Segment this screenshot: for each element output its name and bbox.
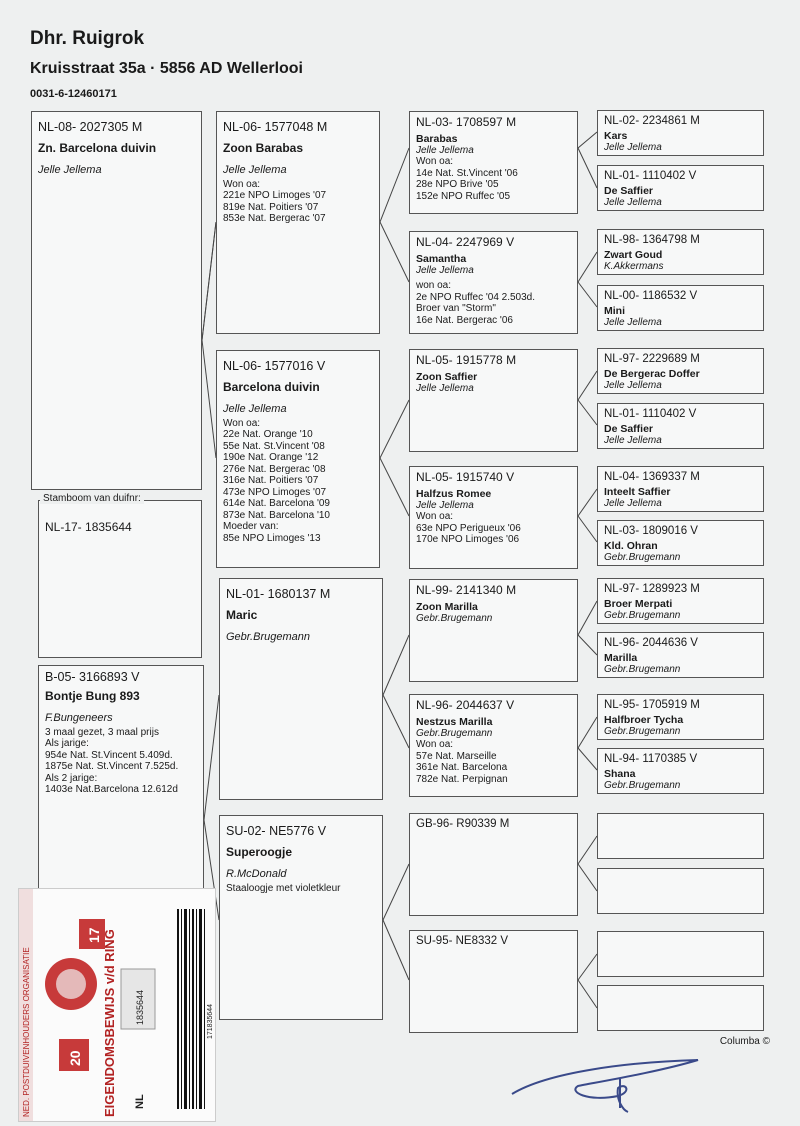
- great-grandparent-card: [597, 165, 764, 211]
- pigeon-ring: NL-95- 1705919 M: [604, 699, 700, 711]
- pigeon-ring: NL-97- 2229689 M: [604, 353, 700, 365]
- ring-card-barcode: 171835644: [207, 1003, 214, 1039]
- pigeon-breeder: Jelle Jellema: [416, 499, 474, 511]
- result-line: 221e NPO Limoges '07: [223, 190, 327, 202]
- pigeon-breeder: Gebr.Brugemann: [604, 610, 681, 622]
- pigeon-ring: NL-01- 1680137 M: [226, 587, 331, 601]
- pigeon-ring: NL-94- 1170385 V: [604, 753, 698, 765]
- grandparent-card: [409, 111, 578, 214]
- pigeon-results: [416, 739, 571, 785]
- pigeon-breeder: Gebr.Brugemann: [604, 726, 681, 738]
- subject-breeder: Jelle Jellema: [38, 164, 102, 177]
- stamboom-ring: NL-17- 1835644: [45, 520, 132, 534]
- ring-card-graphic: [19, 889, 215, 1121]
- result-line: Broer van "Storm": [416, 303, 496, 315]
- pigeon-name: Marilla: [604, 652, 638, 665]
- result-line: Als 2 jarige:: [45, 772, 98, 784]
- pigeon-breeder: Jelle Jellema: [604, 317, 662, 329]
- pigeon-ring: NL-00- 1186532 V: [604, 290, 698, 302]
- result-line: 361e Nat. Barcelona: [416, 762, 508, 774]
- grandparent-card: [409, 231, 578, 334]
- great-grandparent-card-empty: [597, 985, 764, 1031]
- result-line: 276e Nat. Bergerac '08: [223, 463, 326, 475]
- ring-card-country: NL: [134, 1094, 146, 1109]
- parent-card-sire: [216, 111, 380, 334]
- pigeon-results: [416, 280, 571, 326]
- result-line: 1403e Nat.Barcelona 12.612d: [45, 784, 178, 796]
- great-grandparent-card-empty: [597, 868, 764, 914]
- result-line: 316e Nat. Poitiers '07: [223, 475, 319, 487]
- pigeon-ring: NL-06- 1577016 V: [223, 359, 326, 373]
- pigeon-name: Inteelt Saffier: [604, 486, 671, 499]
- owner-address: Kruisstraat 35a · 5856 AD Wellerlooi: [30, 60, 303, 77]
- mother-subject-breeder: F.Bungeneers: [45, 712, 113, 725]
- pigeon-name: De Bergerac Doffer: [604, 368, 700, 381]
- result-line: 954e Nat. St.Vincent 5.409d.: [45, 749, 173, 761]
- result-line: 16e Nat. Bergerac '06: [416, 314, 513, 326]
- subject-name: Zn. Barcelona duivin: [38, 141, 157, 156]
- pigeon-results: [226, 883, 376, 895]
- result-line: 782e Nat. Perpignan: [416, 773, 508, 785]
- pigeon-breeder: Jelle Jellema: [416, 382, 474, 394]
- result-line: 28e NPO Brive '05: [416, 179, 499, 191]
- pigeon-ring: NL-03- 1708597 M: [416, 115, 517, 129]
- pigeon-breeder: Jelle Jellema: [604, 498, 662, 510]
- grandparent-card: [409, 813, 578, 916]
- result-line: Won oa:: [416, 739, 454, 751]
- pigeon-results: [416, 156, 571, 202]
- pigeon-name: Nestzus Marilla: [416, 715, 493, 728]
- pigeon-breeder: Gebr.Brugemann: [604, 552, 681, 564]
- pigeon-ring: NL-02- 2234861 M: [604, 115, 700, 127]
- result-line: 57e Nat. Marseille: [416, 750, 497, 762]
- pigeon-ring: SU-95- NE8332 V: [416, 935, 509, 947]
- pigeon-results: [223, 418, 373, 545]
- pigeon-breeder: Gebr.Brugemann: [604, 780, 681, 792]
- result-line: 2e NPO Ruffec '04 2.503d.: [416, 291, 536, 303]
- pigeon-ring: NL-03- 1809016 V: [604, 525, 698, 537]
- pigeon-name: Halfzus Romee: [416, 487, 492, 500]
- grandparent-card: [409, 349, 578, 452]
- result-line: 85e NPO Limoges '13: [223, 532, 321, 544]
- pigeon-name: Zwart Goud: [604, 249, 663, 262]
- mother-subject-name: Bontje Bung 893: [45, 689, 140, 704]
- pigeon-ring: NL-97- 1289923 M: [604, 583, 700, 595]
- ring-card-year-a: 20: [67, 1050, 83, 1066]
- handwritten-signature: [508, 1052, 708, 1116]
- pigeon-breeder: R.McDonald: [226, 868, 287, 881]
- great-grandparent-card: [597, 110, 764, 156]
- great-grandparent-card-empty: [597, 813, 764, 859]
- pigeon-name: Zoon Saffier: [416, 370, 478, 383]
- result-line: 1875e Nat. St.Vincent 7.525d.: [45, 761, 179, 773]
- result-line: Staaloogje met violetkleur: [226, 882, 341, 894]
- pigeon-breeder: Gebr.Brugemann: [416, 612, 493, 624]
- ring-card-year-b: 17: [86, 927, 102, 943]
- pigeon-breeder: K.Akkermans: [604, 261, 664, 273]
- pigeon-breeder: Gebr.Brugemann: [604, 664, 681, 676]
- result-line: 614e Nat. Barcelona '09: [223, 498, 330, 510]
- pigeon-name: Superoogje: [226, 845, 293, 860]
- pigeon-breeder: Gebr.Brugemann: [226, 631, 310, 644]
- grandparent-card: [409, 930, 578, 1033]
- pigeon-name: Maric: [226, 608, 258, 623]
- pigeon-name: Samantha: [416, 252, 467, 265]
- footer-brand: Columba ©: [719, 1036, 770, 1047]
- parent-card-sire: [219, 578, 383, 800]
- pigeon-ring: NL-05- 1915740 V: [416, 470, 515, 484]
- pigeon-ring: SU-02- NE5776 V: [226, 824, 327, 838]
- result-line: 152e NPO Ruffec '05: [416, 190, 511, 202]
- great-grandparent-card: [597, 578, 764, 624]
- mother-subject-ring: B-05- 3166893 V: [45, 670, 140, 684]
- pigeon-ring: NL-01- 1110402 V: [604, 408, 697, 420]
- great-grandparent-card: [597, 466, 764, 512]
- pigeon-ring: NL-01- 1110402 V: [604, 170, 697, 182]
- ring-card-org: NED. POSTDUIVENHOUDERS ORGANISATIE: [22, 947, 31, 1117]
- mother-subject-results: [45, 727, 197, 796]
- pigeon-name: Barabas: [416, 132, 458, 145]
- result-line: 190e Nat. Orange '12: [223, 452, 319, 464]
- result-line: 22e Nat. Orange '10: [223, 429, 313, 441]
- great-grandparent-card: [597, 229, 764, 275]
- pigeon-breeder: Jelle Jellema: [416, 144, 474, 156]
- pigeon-name: Kld. Ohran: [604, 540, 658, 553]
- parent-card-dam: [216, 350, 380, 568]
- result-line: 170e NPO Limoges '06: [416, 534, 520, 546]
- subject-pigeon-card: [31, 111, 202, 490]
- pigeon-breeder: Gebr.Brugemann: [416, 727, 493, 739]
- owner-name: Dhr. Ruigrok: [30, 28, 145, 49]
- pigeon-breeder: Jelle Jellema: [604, 142, 662, 154]
- pigeon-ring: NL-06- 1577048 M: [223, 120, 328, 134]
- result-line: 14e Nat. St.Vincent '06: [416, 167, 518, 179]
- pigeon-ring: NL-96- 2044636 V: [604, 637, 698, 649]
- result-line: Won oa:: [416, 156, 454, 168]
- result-line: 55e Nat. St.Vincent '08: [223, 440, 325, 452]
- great-grandparent-card: [597, 403, 764, 449]
- result-line: Moeder van:: [223, 521, 279, 533]
- pigeon-ring: NL-04- 1369337 M: [604, 471, 700, 483]
- pigeon-breeder: Jelle Jellema: [416, 264, 474, 276]
- ring-card-title: EIGENDOMSBEWIJS v/d RING: [102, 929, 117, 1117]
- great-grandparent-card: [597, 694, 764, 740]
- ring-card-number: 1835644: [135, 989, 145, 1025]
- parent-card-dam: [219, 815, 383, 1020]
- pigeon-breeder: Jelle Jellema: [604, 435, 662, 447]
- owner-phone: 0031-6-12460171: [30, 88, 117, 100]
- pigeon-breeder: Jelle Jellema: [223, 403, 287, 416]
- great-grandparent-card: [597, 748, 764, 794]
- pigeon-name: Zoon Marilla: [416, 600, 478, 613]
- subject-ring: NL-08- 2027305 M: [38, 120, 143, 134]
- great-grandparent-card: [597, 285, 764, 331]
- result-line: 3 maal gezet, 3 maal prijs: [45, 726, 159, 738]
- pigeon-breeder: Jelle Jellema: [223, 164, 287, 177]
- pigeon-breeder: Jelle Jellema: [604, 380, 662, 392]
- great-grandparent-card: [597, 348, 764, 394]
- result-line: 819e Nat. Poitiers '07: [223, 201, 319, 213]
- pigeon-name: Broer Merpati: [604, 598, 673, 611]
- result-line: 853e Nat. Bergerac '07: [223, 213, 326, 225]
- ring-ownership-card: [18, 888, 216, 1122]
- result-line: Als jarige:: [45, 738, 89, 750]
- pigeon-ring: NL-04- 2247969 V: [416, 235, 515, 249]
- result-line: 63e NPO Perigueux '06: [416, 522, 521, 534]
- stamboom-box: [38, 500, 202, 658]
- result-line: won oa:: [416, 280, 452, 292]
- result-line: 873e Nat. Barcelona '10: [223, 509, 330, 521]
- pigeon-breeder: Jelle Jellema: [604, 197, 662, 209]
- pigeon-name: Halfbroer Tycha: [604, 714, 684, 727]
- great-grandparent-card: [597, 520, 764, 566]
- result-line: Won oa:: [416, 511, 454, 523]
- result-line: 473e NPO Limoges '07: [223, 486, 327, 498]
- pigeon-results: [416, 511, 571, 546]
- mother-subject-card: [38, 665, 204, 905]
- pigeon-ring: NL-05- 1915778 M: [416, 353, 517, 367]
- stamboom-label: Stamboom van duifnr:: [40, 493, 144, 504]
- pigeon-results: [223, 179, 373, 225]
- grandparent-card: [409, 694, 578, 797]
- pigeon-ring: NL-98- 1364798 M: [604, 234, 700, 246]
- result-line: Won oa:: [223, 178, 261, 190]
- pigeon-name: Kars: [604, 130, 628, 143]
- pigeon-name: Shana: [604, 768, 636, 781]
- pigeon-name: Mini: [604, 305, 625, 318]
- pigeon-name: Zoon Barabas: [223, 141, 304, 156]
- grandparent-card: [409, 466, 578, 569]
- pigeon-name: Barcelona duivin: [223, 380, 320, 395]
- result-line: Won oa:: [223, 417, 261, 429]
- great-grandparent-card-empty: [597, 931, 764, 977]
- pigeon-ring: GB-96- R90339 M: [416, 818, 510, 830]
- grandparent-card: [409, 579, 578, 682]
- pigeon-ring: NL-99- 2141340 M: [416, 583, 517, 597]
- great-grandparent-card: [597, 632, 764, 678]
- pigeon-name: De Saffier: [604, 185, 654, 198]
- pigeon-name: De Saffier: [604, 423, 654, 436]
- pigeon-ring: NL-96- 2044637 V: [416, 698, 515, 712]
